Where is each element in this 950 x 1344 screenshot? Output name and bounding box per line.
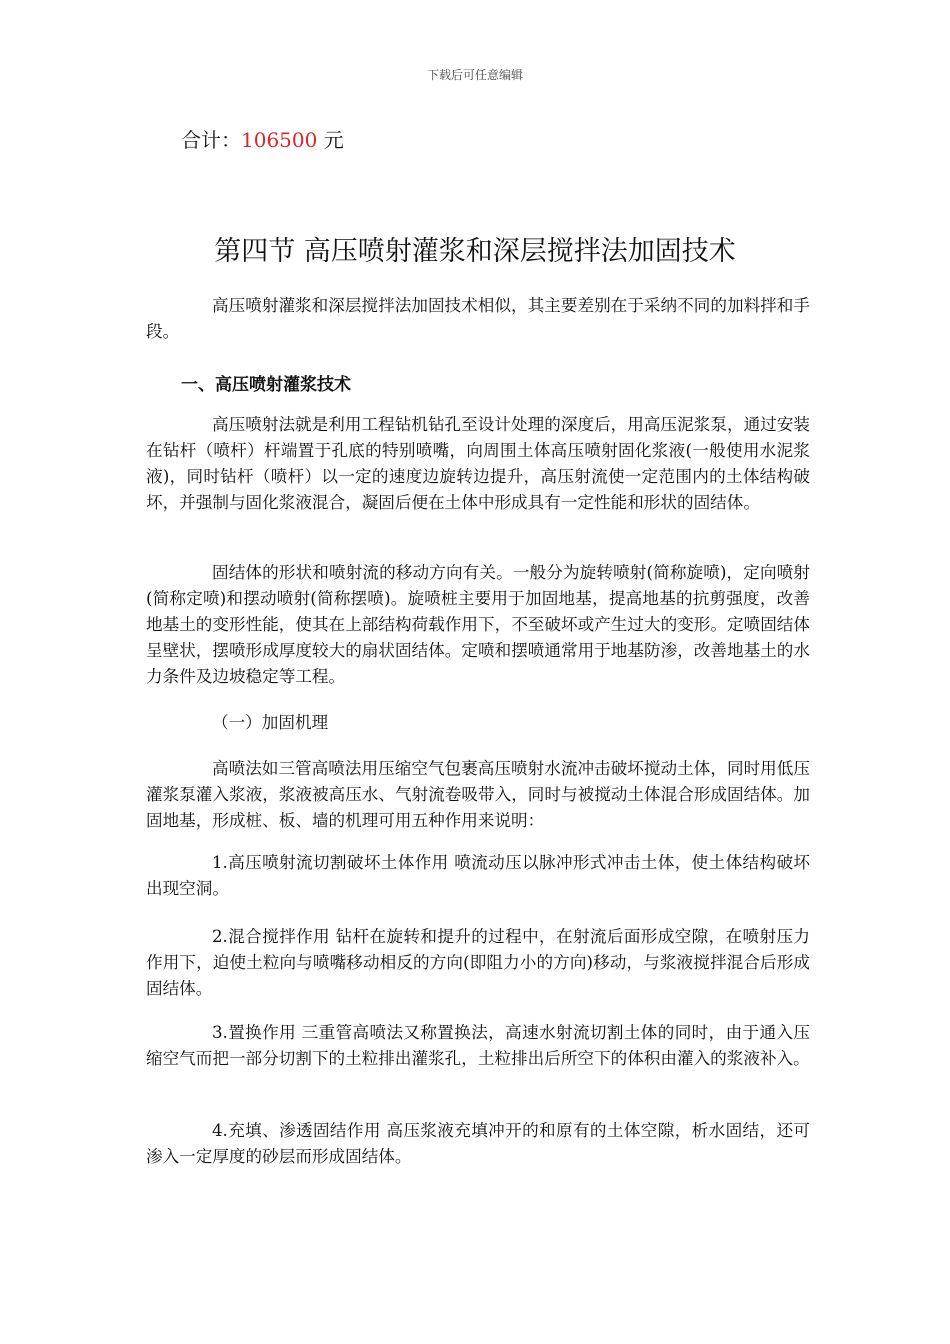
paragraph-mechanism: 高喷法如三管高喷法用压缩空气包裹高压喷射水流冲击破坏搅动土体，同时用低压灌浆泵灌入浆液，浆液被高压水、气射流卷吸带入，同时与被搅动土体混合形成固结体。加固地基，形成桩、板、墙的机理可用五种作用来说明： xyxy=(146,759,810,830)
intro-paragraph: 高压喷射灌浆和深层搅拌法加固技术相似，其主要差别在于采纳不同的加料拌和手段。 xyxy=(146,296,810,341)
subheading-mechanism: （一）加固机理 xyxy=(212,713,329,732)
list-item-1: 1.高压喷射流切割破坏土体作用 喷流动压以脉冲形式冲击土体，使土体结构破坏出现空洞。 xyxy=(146,853,810,898)
paragraph-method: 高压喷射法就是利用工程钻机钻孔至设计处理的深度后，用高压泥浆泵，通过安装在钻杆（喷杆）杆端置于孔底的特别喷嘴，向周围土体高压喷射固化浆液(一般使用水泥浆液)，同时钻杆（喷杆）以一定的速度边旋转边提升，高压射流使一定范围内的土体结构破坏，并强制与固化浆液混合，凝固后便在土体中形成具有一定性能和形状的固结体。 xyxy=(146,415,810,512)
section-title: 第四节 高压喷射灌浆和深层搅拌法加固技术 xyxy=(214,236,736,267)
total-line xyxy=(181,124,344,153)
total-label: 合计： xyxy=(181,128,241,152)
list-item-2: 2.混合搅拌作用 钻杆在旋转和提升的过程中，在射流后面形成空隙，在喷射压力作用下，迫使土粒向与喷嘴移动相反的方向(即阻力小的方向)移动，与浆液搅拌混合后形成固结体。 xyxy=(146,927,810,998)
list-item-4: 4.充填、渗透固结作用 高压浆液充填冲开的和原有的土体空隙，析水固结，还可渗入一定厚度的砂层而形成固结体。 xyxy=(146,1121,810,1166)
list-item-3: 3.置换作用 三重管高喷法又称置换法，高速水射流切割土体的同时，由于通入压缩空气而把一部分切割下的土粒排出灌浆孔，土粒排出后所空下的体积由灌入的浆液补入。 xyxy=(146,1023,810,1068)
paragraph-shapes: 固结体的形状和喷射流的移动方向有关。一般分为旋转喷射(简称旋喷)，定向喷射(简称定喷)和摆动喷射(简称摆喷)。旋喷桩主要用于加固地基，提高地基的抗剪强度，改善地基土的变形性能，使其在上部结构荷载作用下，不至破坏或产生过大的变形。定喷固结体呈壁状，摆喷形成厚度较大的扇状固结体。定喷和摆喷通常用于地基防渗，改善地基土的水力条件及边坡稳定等工程。 xyxy=(146,563,810,686)
total-amount: 106500 xyxy=(241,128,318,152)
heading-high-pressure-jet-grouting: 一、高压喷射灌浆技术 xyxy=(181,375,351,395)
page-header: 下载后可任意编辑 xyxy=(426,68,523,82)
total-unit: 元 xyxy=(317,128,344,152)
